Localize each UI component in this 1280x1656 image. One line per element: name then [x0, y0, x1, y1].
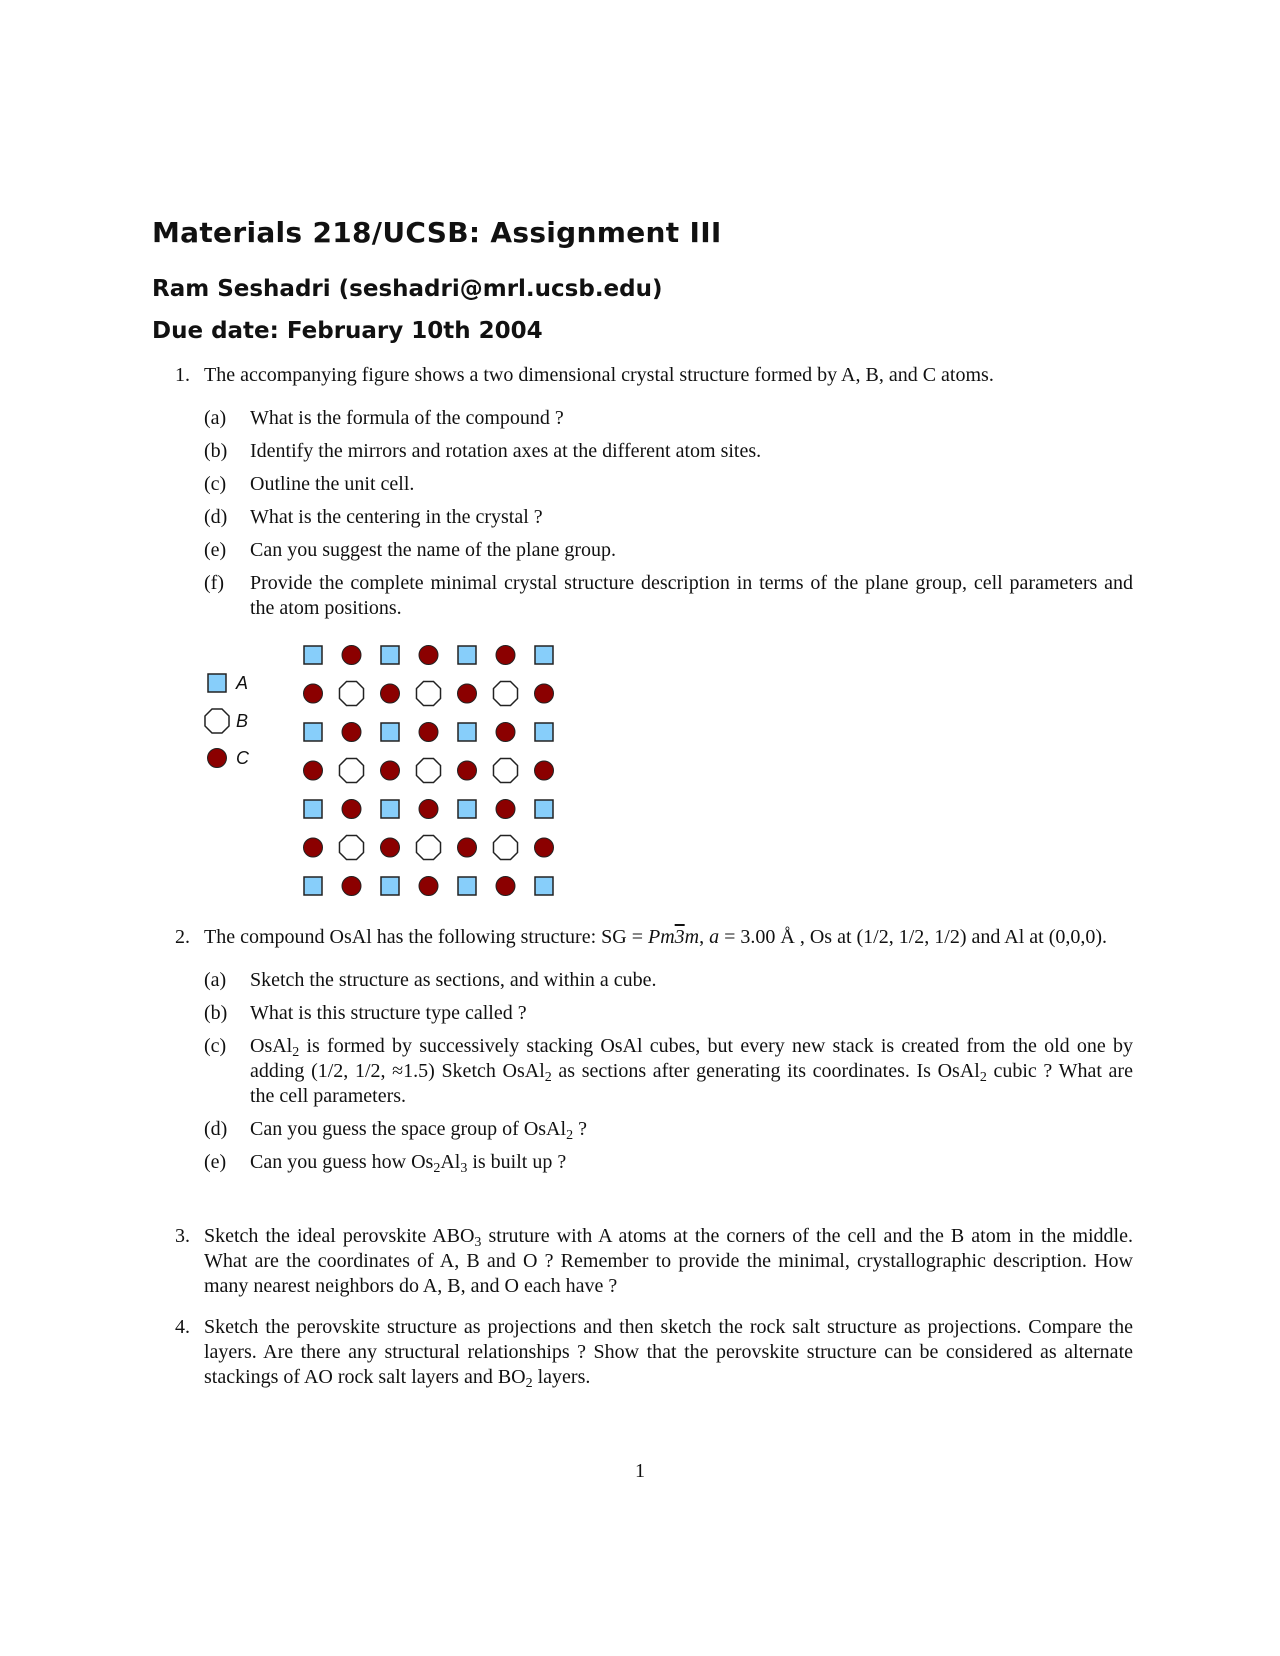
problem-3: [175, 1224, 1133, 1299]
atom-a-square: [381, 723, 399, 741]
atom-c-circle: [419, 723, 438, 742]
problem-text: Sketch the perovskite structure as projections and then sketch the rock salt structure as projections. Compare the layers. Are there any structural relationships ? Show that the perovskite structure can be considered as alternate stackings of AO rock salt layers and $BO_2$ layers.: [204, 1316, 1133, 1391]
atom-b-octagon: [339, 835, 363, 859]
atom-a-square: [304, 877, 322, 895]
atom-c-circle: [535, 684, 554, 703]
subquestion: (c) OsAl$_2$ is formed by successively stacking OsAl cubes, but every new stack is created from the old one by adding (1/2, 1/2, ≈1.5) Sketch OsAl$_2$ as sections after generating its coordinates. Is OsAl$_2$ cubic ? What are the cell parameters.: [204, 1035, 1133, 1107]
subquestion: (a) What is the formula of the compound ?: [204, 407, 564, 429]
atom-a-square: [458, 723, 476, 741]
problem-number: 1.: [175, 364, 190, 386]
atom-b-octagon: [416, 681, 440, 705]
atom-c-circle: [304, 838, 323, 857]
page-number: 1: [635, 1460, 645, 1482]
subquestion: (e) Can you suggest the name of the plane group.: [204, 539, 617, 561]
legend-octagon-b: [205, 709, 229, 733]
author-line: Ram Seshadri (seshadri@mrl.ucsb.edu): [152, 276, 663, 302]
atom-c-circle: [458, 838, 477, 857]
atom-a-square: [535, 877, 553, 895]
atom-c-circle: [381, 838, 400, 857]
atom-b-octagon: [493, 835, 517, 859]
atom-a-square: [304, 800, 322, 818]
atom-a-square: [535, 723, 553, 741]
document-title: Materials 218/UCSB: Assignment III: [152, 216, 722, 249]
atom-c-circle: [419, 877, 438, 896]
problem-2: [175, 925, 1133, 1175]
legend-label-b: B: [236, 711, 249, 731]
atom-c-circle: [342, 646, 361, 665]
atom-c-circle: [304, 761, 323, 780]
problem-4: [175, 1315, 1133, 1390]
problem-1: [175, 363, 1133, 621]
atom-a-square: [304, 723, 322, 741]
atom-c-circle: [458, 684, 477, 703]
problem-text: The accompanying figure shows a two dimensional crystal structure formed by A, B, and C atoms.: [204, 364, 994, 386]
atom-c-circle: [342, 723, 361, 742]
legend-label-a: A: [236, 673, 249, 693]
problem-text: Sketch the ideal perovskite $ABO_3$ struture with A atoms at the corners of the cell and the B atom in the middle. What are the coordinates of A, B and O ? Remember to provide the minimal, crystallographic description. How many nearest neighbors do A, B, and O each have ?: [204, 1225, 1133, 1297]
atom-a-square: [304, 646, 322, 664]
subquestion: (d) What is the centering in the crystal ?: [204, 506, 543, 528]
subquestion: (c) Outline the unit cell.: [204, 473, 415, 495]
atom-c-circle: [419, 800, 438, 819]
subquestion: (b) Identify the mirrors and rotation axes at the different atom sites.: [204, 440, 762, 462]
atom-c-circle: [381, 684, 400, 703]
atom-a-square: [535, 800, 553, 818]
subquestion: (f) Provide the complete minimal crystal structure description in terms of the plane group, cell parameters and the atom positions.: [204, 572, 1133, 619]
subquestion-list: [204, 968, 1133, 1175]
atom-c-circle: [342, 800, 361, 819]
atom-a-square: [458, 800, 476, 818]
atom-a-square: [381, 877, 399, 895]
atom-c-circle: [496, 877, 515, 896]
problem-number: 3.: [175, 1225, 190, 1247]
atom-c-circle: [458, 761, 477, 780]
legend-label-c: C: [236, 748, 249, 768]
atom-c-circle: [304, 684, 323, 703]
problem-number: 2.: [175, 926, 190, 948]
atom-a-square: [381, 800, 399, 818]
atom-b-octagon: [339, 758, 363, 782]
atom-c-circle: [496, 723, 515, 742]
problem-text: The compound OsAl has the following structure: SG = Pm3m, a = 3.00 Å , Os at (1/2, 1/2, 1/2) and Al at (0,0,0).: [204, 926, 1108, 948]
subquestion: (a) Sketch the structure as sections, and within a cube.: [204, 969, 657, 991]
crystal-structure-figure: [200, 638, 580, 908]
atom-b-octagon: [416, 835, 440, 859]
atom-a-square: [458, 877, 476, 895]
atom-b-octagon: [416, 758, 440, 782]
atom-b-octagon: [339, 681, 363, 705]
atom-c-circle: [381, 761, 400, 780]
due-date: Due date: February 10th 2004: [152, 318, 543, 344]
atom-a-square: [381, 646, 399, 664]
atom-c-circle: [535, 761, 554, 780]
atom-c-circle: [496, 646, 515, 665]
atom-c-circle: [419, 646, 438, 665]
atom-b-octagon: [493, 681, 517, 705]
subquestion-list: [204, 406, 1133, 621]
subquestion: (b) What is this structure type called ?: [204, 1002, 527, 1024]
crystal-structure-diagram: [200, 638, 580, 908]
subquestion: (e) Can you guess how $Os_2Al_3$ is built up ?: [204, 1151, 567, 1176]
legend-square-a: [208, 674, 226, 692]
atom-c-circle: [496, 800, 515, 819]
atom-a-square: [535, 646, 553, 664]
problem-number: 4.: [175, 1316, 190, 1338]
atom-a-square: [458, 646, 476, 664]
legend-circle-c: [208, 749, 227, 768]
atom-c-circle: [535, 838, 554, 857]
atom-b-octagon: [493, 758, 517, 782]
subquestion: (d) Can you guess the space group of OsAl$_2$ ?: [204, 1118, 587, 1143]
atom-c-circle: [342, 877, 361, 896]
